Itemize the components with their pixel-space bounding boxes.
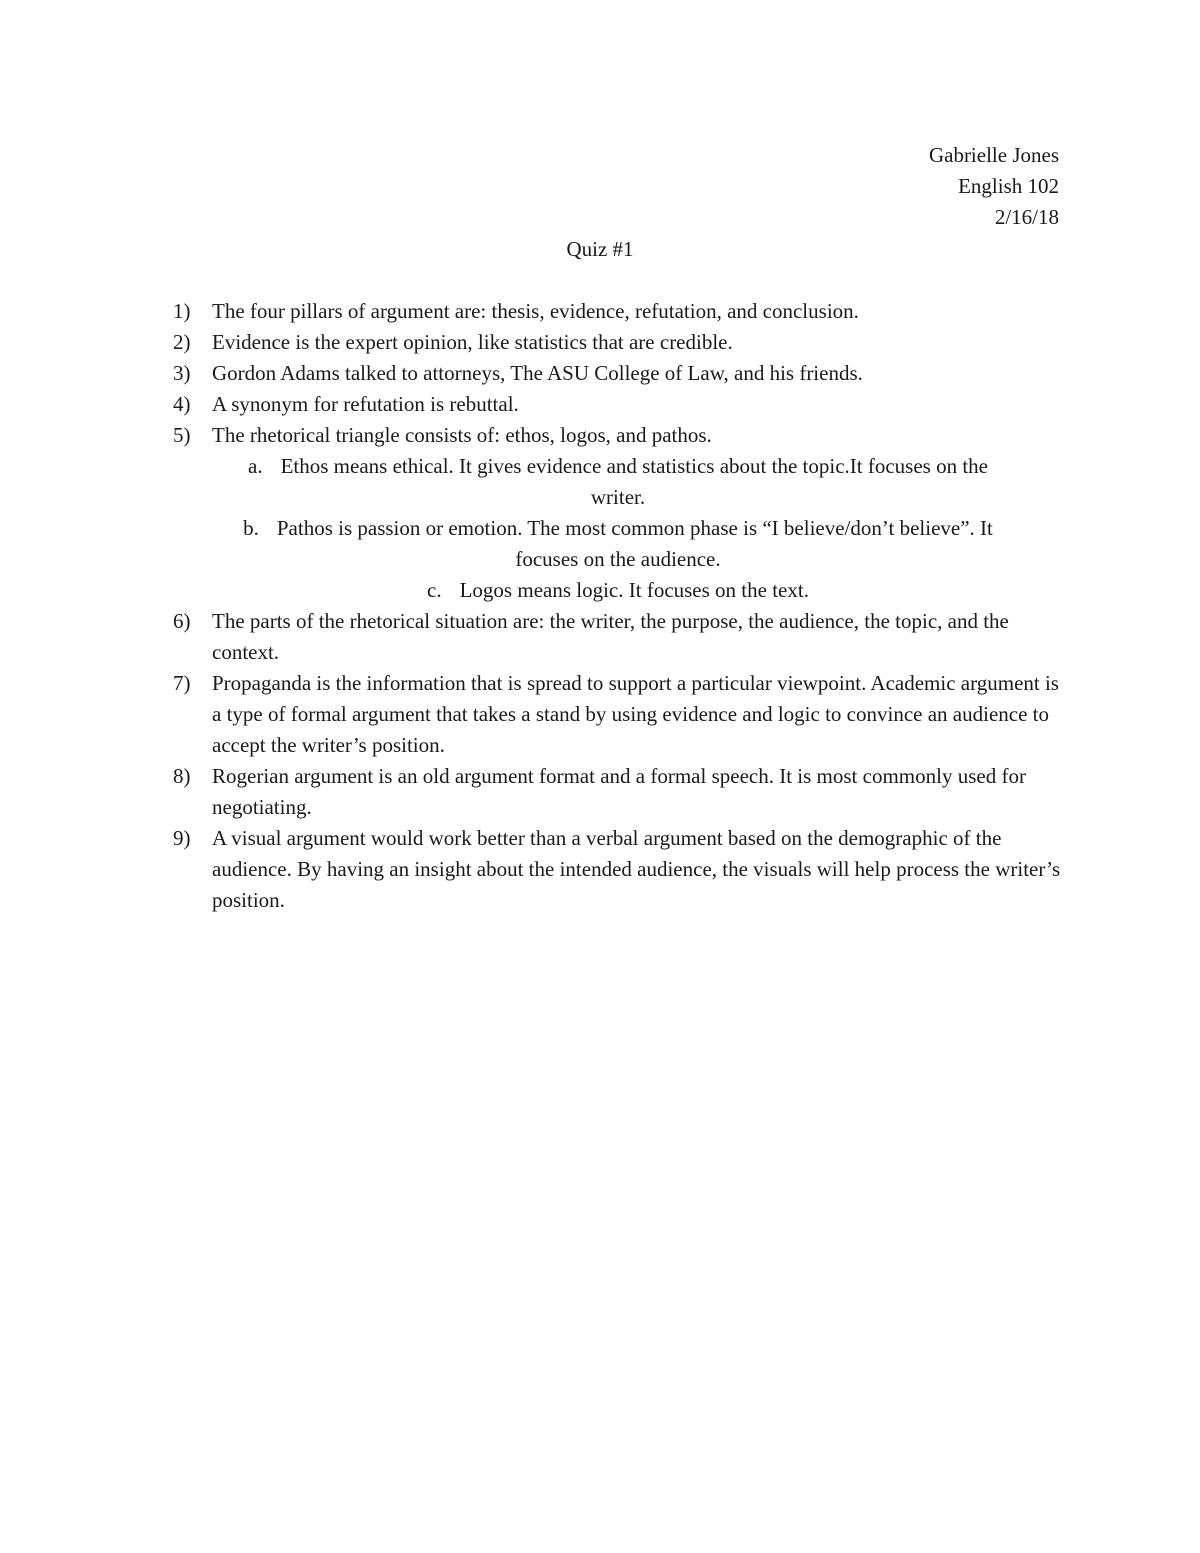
item-text: Propaganda is the information that is spread to support a particular viewpoint. Academic argument is a type of formal argument that takes a stand by using evidence and logic to convince an audience to accept the writer’s position. xyxy=(212,671,1059,757)
student-header xyxy=(929,140,1059,233)
sub-item-letter: a. xyxy=(248,454,263,478)
item-number: 6) xyxy=(173,609,191,633)
page-title: Quiz #1 xyxy=(566,237,634,261)
item-text: The four pillars of argument are: thesis, evidence, refutation, and conclusion. xyxy=(212,299,859,323)
item-number: 7) xyxy=(173,671,191,695)
list-item xyxy=(173,327,1063,358)
item-number: 9) xyxy=(173,826,191,850)
list-item xyxy=(173,668,1063,761)
item-number: 3) xyxy=(173,361,191,385)
item-text: A visual argument would work better than a verbal argument based on the demographic of the audience. By having an insight about the intended audience, the visuals will help process the writer’s position. xyxy=(212,826,1061,912)
sub-item-text-continued: writer. xyxy=(590,485,646,509)
sub-item-letter: c. xyxy=(427,578,442,602)
item-number: 4) xyxy=(173,392,191,416)
item-number: 2) xyxy=(173,330,191,354)
sub-item-letter: b. xyxy=(243,516,259,540)
item-text: Evidence is the expert opinion, like statistics that are credible. xyxy=(212,330,733,354)
item-text: Gordon Adams talked to attorneys, The ASU College of Law, and his friends. xyxy=(212,361,863,385)
item-text: A synonym for refutation is rebuttal. xyxy=(212,392,519,416)
list-item xyxy=(173,606,1063,668)
item-text: Rogerian argument is an old argument format and a formal speech. It is most commonly used for negotiating. xyxy=(212,764,1026,819)
list-item xyxy=(173,420,1063,451)
list-item xyxy=(173,823,1063,916)
item-text: The rhetorical triangle consists of: ethos, logos, and pathos. xyxy=(212,423,712,447)
item-number: 1) xyxy=(173,299,191,323)
course-name: English 102 xyxy=(958,174,1059,198)
item-number: 8) xyxy=(173,764,191,788)
sub-item xyxy=(173,513,1063,575)
sub-item-text-continued: focuses on the audience. xyxy=(515,547,721,571)
item-number: 5) xyxy=(173,423,191,447)
quiz-date: 2/16/18 xyxy=(994,205,1059,229)
item-text: The parts of the rhetorical situation are: the writer, the purpose, the audience, the topic, and the context. xyxy=(212,609,1009,664)
answer-list xyxy=(173,296,1063,916)
list-item xyxy=(173,761,1063,823)
sub-item xyxy=(173,451,1063,513)
list-item xyxy=(173,296,1063,327)
sub-item-text: Logos means logic. It focuses on the text. xyxy=(459,578,809,602)
list-item xyxy=(173,358,1063,389)
sub-item xyxy=(173,575,1063,606)
sub-item-text: Pathos is passion or emotion. The most common phase is “I believe/don’t believe”. It xyxy=(276,516,993,540)
list-item xyxy=(173,389,1063,420)
student-name: Gabrielle Jones xyxy=(928,143,1059,167)
sub-item-text: Ethos means ethical. It gives evidence and statistics about the topic.It focuses on the xyxy=(280,454,988,478)
